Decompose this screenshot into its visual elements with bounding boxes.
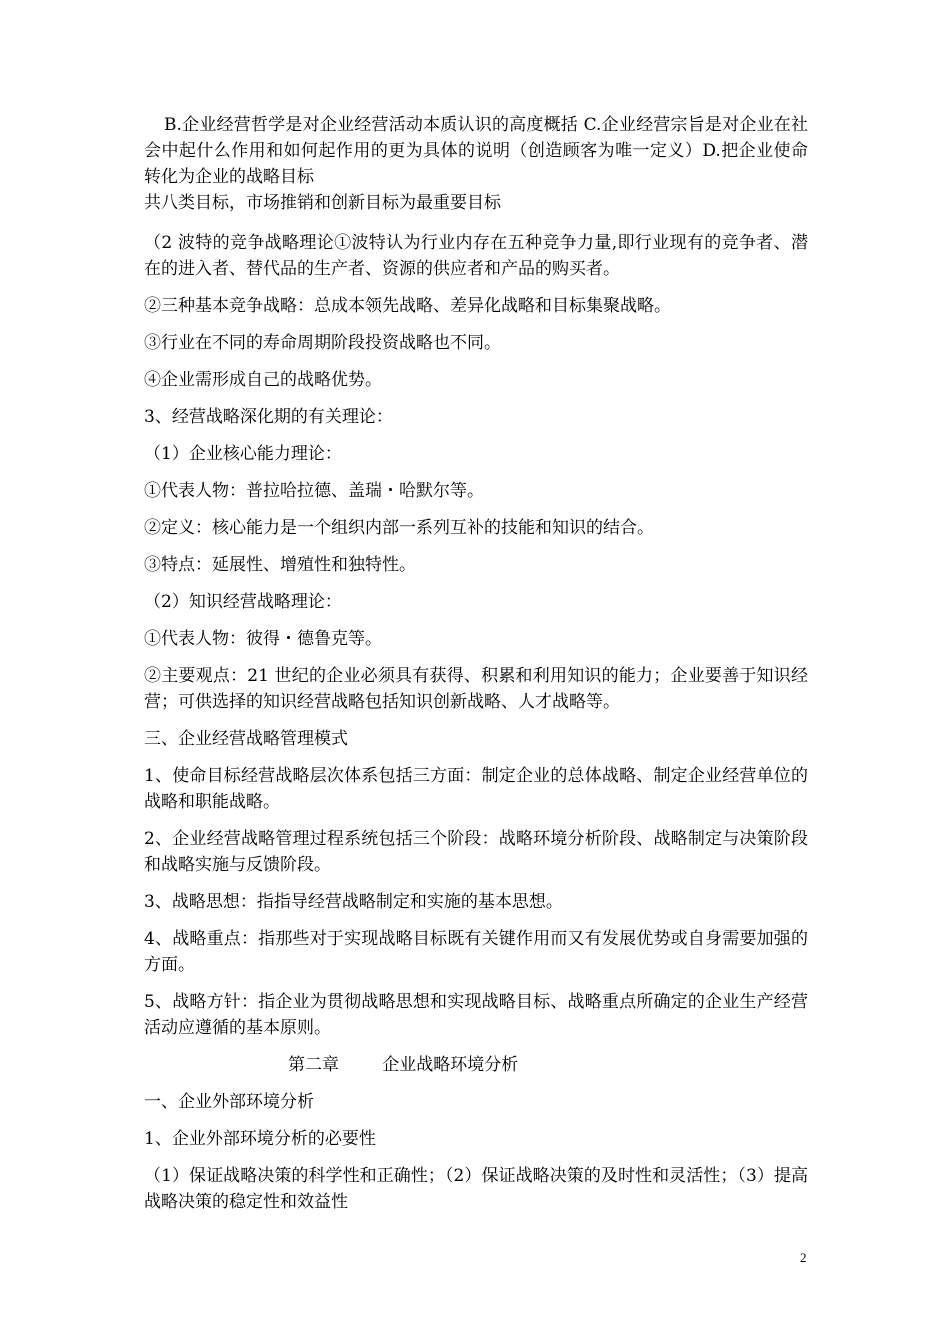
heading-knowledge-strategy: （2）知识经营战略理论： (144, 592, 342, 612)
paragraph-core-features: ③特点：延展性、增殖性和独特性。 (144, 555, 416, 575)
paragraph-necessity-points: （1）保证战略决策的科学性和正确性；（2）保证战略决策的及时性和灵活性；（3）提高战略决策的稳定性和效益性 (144, 1166, 808, 1212)
heading-external-environment: 一、企业外部环境分析 (144, 1092, 314, 1112)
paragraph-knowledge-views: ②主要观点：21 世纪的企业必须具有获得、积累和利用知识的能力；企业要善于知识经营；可供选择的知识经营战略包括知识创新战略、人才战略等。 (144, 666, 808, 712)
chapter-number: 第二章 (288, 1055, 339, 1075)
paragraph-strategic-focus: 4、战略重点：指那些对于实现战略目标既有关键作用而又有发展优势或自身需要加强的方面。 (144, 929, 808, 975)
page-number: 2 (800, 1250, 807, 1265)
paragraph-hierarchy-system: 1、使命目标经营战略层次体系包括三方面：制定企业的总体战略、制定企业经营单位的战略和职能战略。 (144, 766, 808, 812)
paragraph-core-representatives: ①代表人物：普拉哈拉德、盖瑞・哈默尔等。 (144, 481, 484, 501)
paragraph-eight-objectives: 共八类目标，市场推销和创新目标为最重要目标 (144, 193, 501, 213)
paragraph-strategic-advantage: ④企业需形成自己的战略优势。 (144, 370, 382, 390)
paragraph-strategic-thinking: 3、战略思想：指指导经营战略制定和实施的基本思想。 (144, 892, 563, 912)
paragraph-knowledge-representatives: ①代表人物：彼得・德鲁克等。 (144, 629, 382, 649)
paragraph-mission-details: B.企业经营哲学是对企业经营活动本质认识的高度概括 C.企业经营宗旨是对企业在社会中起什么作用和如何起作用的更为具体的说明（创造顾客为唯一定义）D.把企业使命转化为企业的战略目标 (144, 115, 808, 187)
chapter-heading (144, 1052, 808, 1078)
paragraph-life-cycle: ③行业在不同的寿命周期阶段投资战略也不同。 (144, 333, 501, 353)
paragraph-strategic-policy: 5、战略方针：指企业为贯彻战略思想和实现战略目标、战略重点所确定的企业生产经营活动应遵循的基本原则。 (144, 992, 808, 1038)
heading-management-model: 三、企业经营战略管理模式 (144, 729, 348, 749)
heading-deepening-theories: 3、经营战略深化期的有关理论： (144, 407, 393, 427)
paragraph-core-definition: ②定义：核心能力是一个组织内部一系列互补的技能和知识的结合。 (144, 518, 654, 538)
paragraph-three-strategies: ②三种基本竞争战略：总成本领先战略、差异化战略和目标集聚战略。 (144, 296, 671, 316)
document-body (144, 112, 808, 1226)
heading-analysis-necessity: 1、企业外部环境分析的必要性 (144, 1129, 376, 1149)
heading-core-competence: （1）企业核心能力理论： (144, 444, 342, 464)
paragraph-porter-theory: （2 波特的竞争战略理论①波特认为行业内存在五种竞争力量,即行业现有的竞争者、潜在的进入者、替代品的生产者、资源的供应者和产品的购买者。 (144, 233, 808, 279)
chapter-title: 企业战略环境分析 (382, 1055, 519, 1075)
paragraph-process-system: 2、企业经营战略管理过程系统包括三个阶段：战略环境分析阶段、战略制定与决策阶段和战略实施与反馈阶段。 (144, 829, 808, 875)
